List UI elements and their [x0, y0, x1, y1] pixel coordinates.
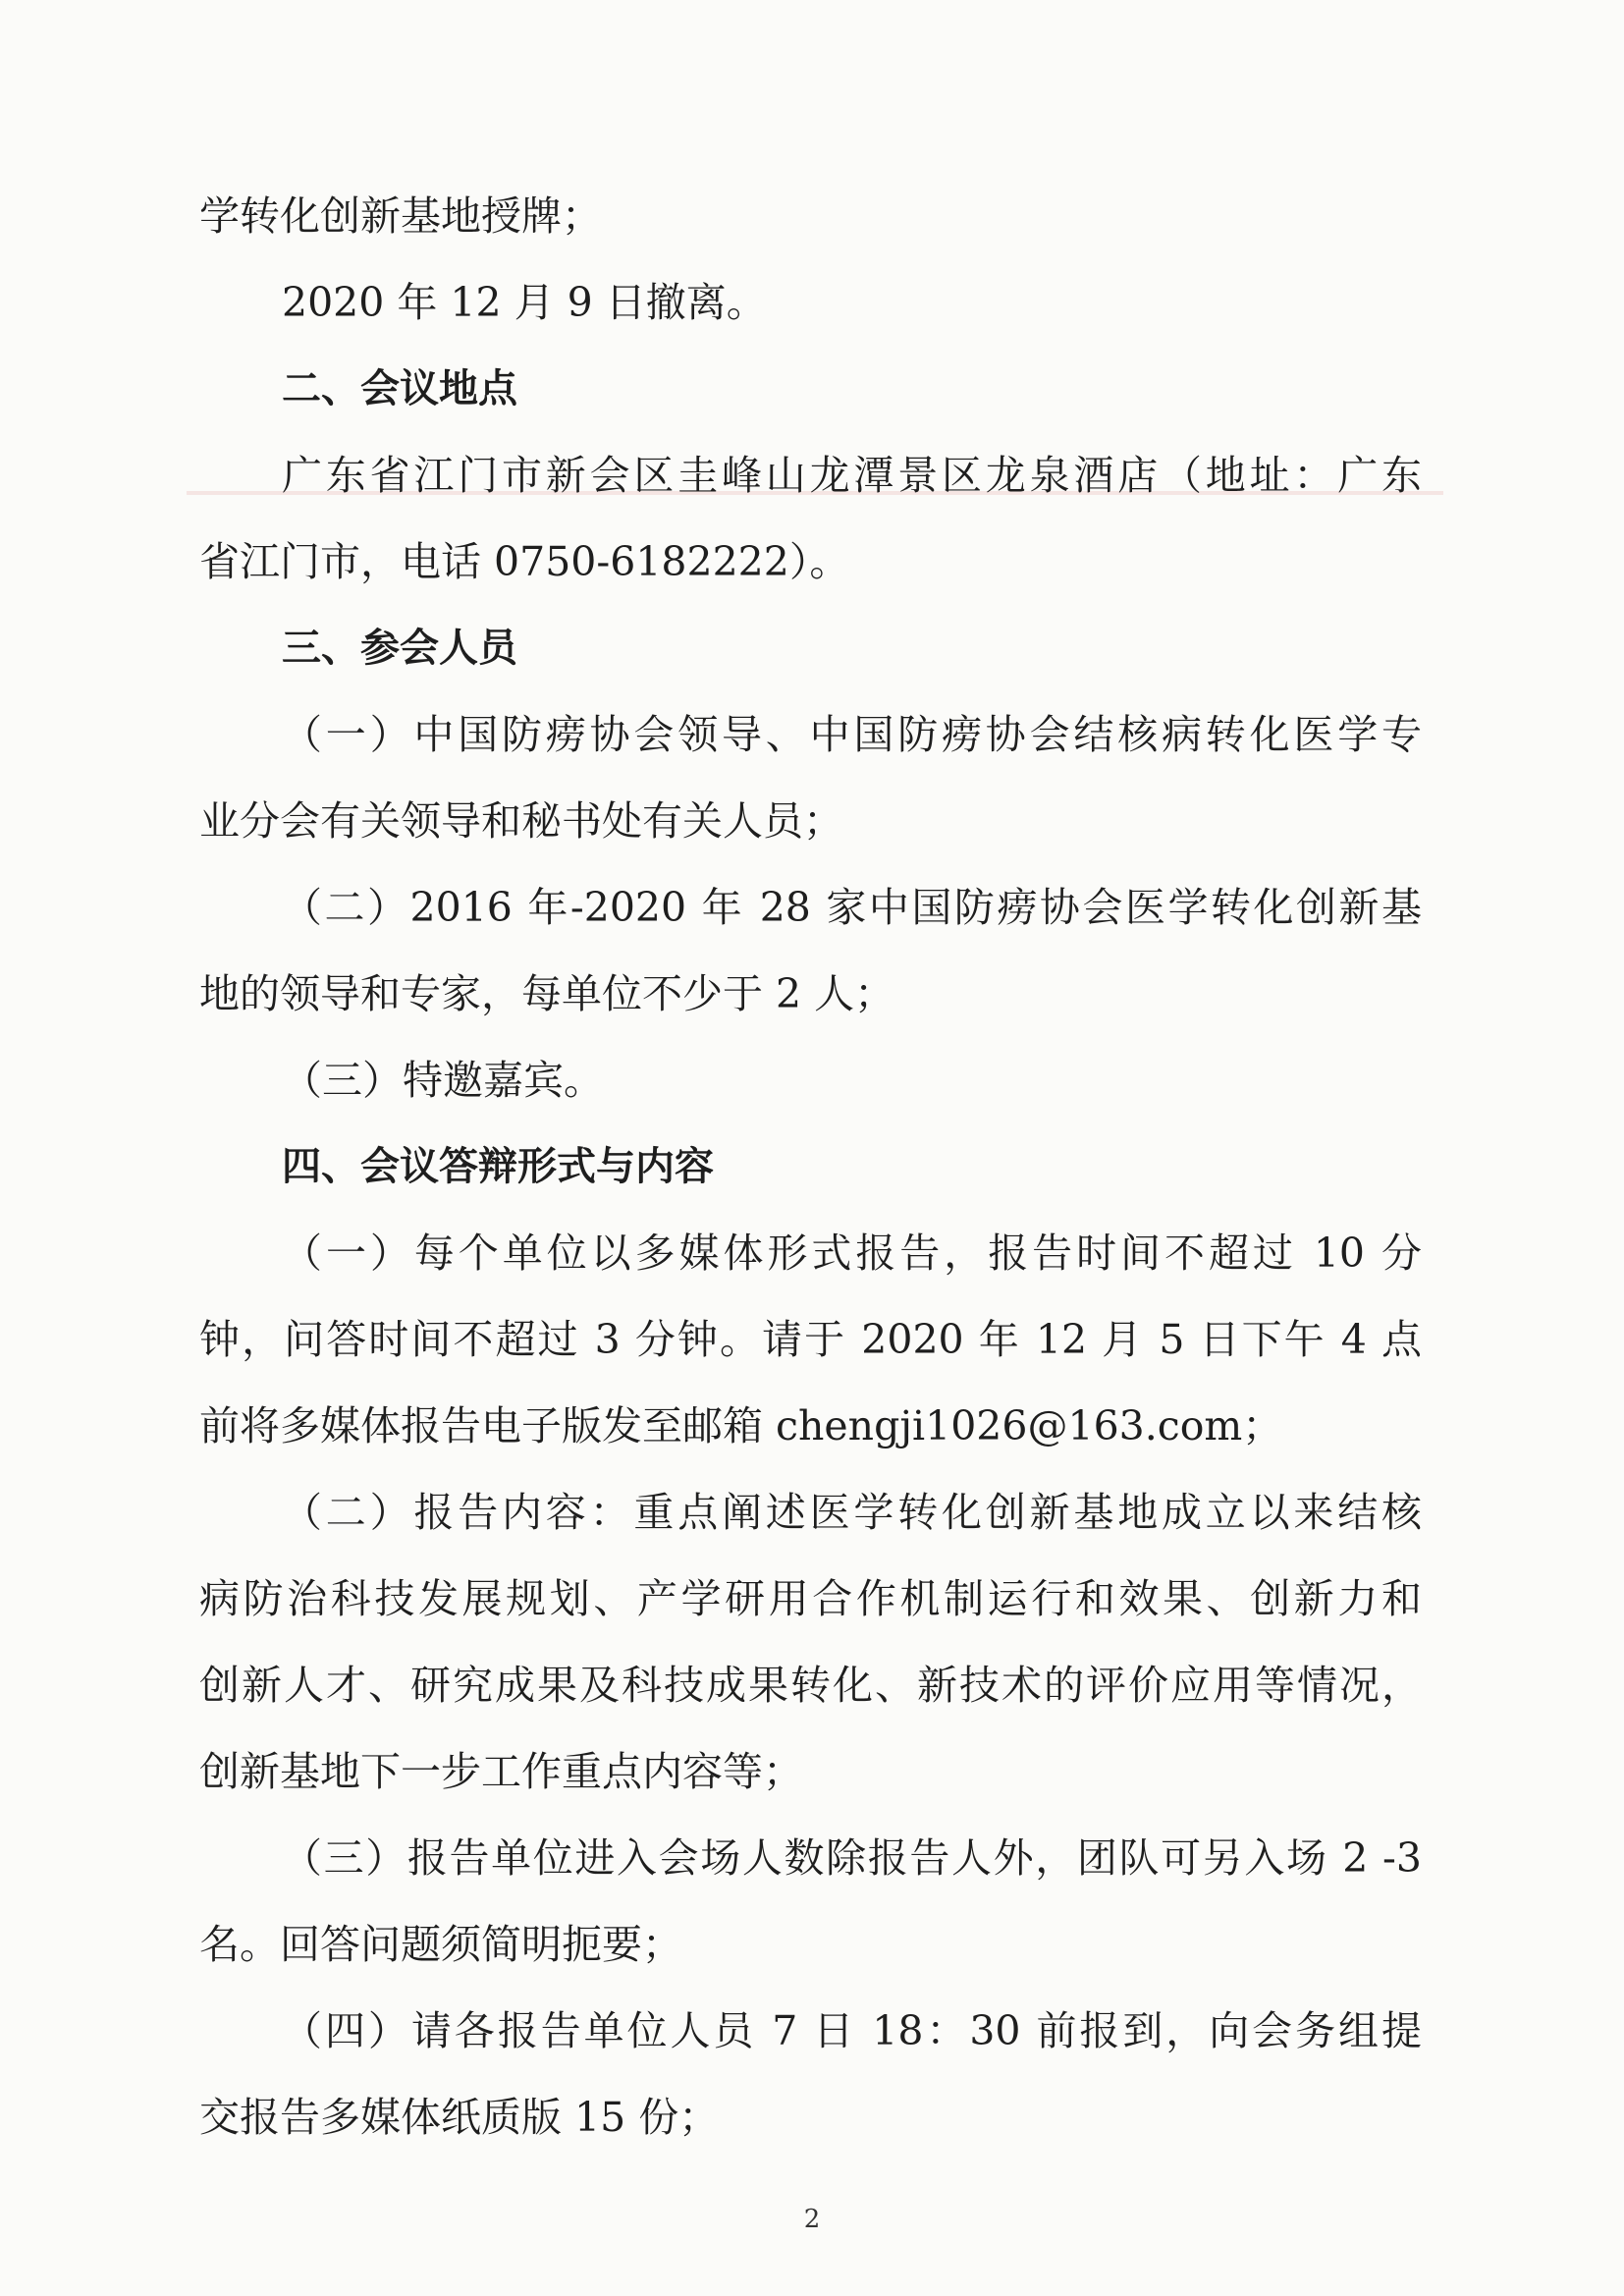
attendees-item-3: （三）特邀嘉宾。 [282, 1057, 604, 1104]
format-item-4-line-2: 交报告多媒体纸质版 15 份； [199, 2094, 720, 2141]
section-heading-venue: 二、会议地点 [282, 366, 517, 411]
format-item-2-line-2: 病防治科技发展规划、产学研用合作机制运行和效果、创新力和 [199, 1575, 1422, 1622]
format-item-1-line-1: （一）每个单位以多媒体形式报告，报告时间不超过 10 分 [282, 1230, 1422, 1277]
paragraph-continuation: 学转化创新基地授牌； [199, 192, 602, 240]
section-heading-attendees: 三、参会人员 [282, 626, 517, 671]
format-item-1-line-2: 钟，问答时间不超过 3 分钟。请于 2020 年 12 月 5 日下午 4 点 [199, 1316, 1422, 1363]
format-item-2-line-1: （二）报告内容：重点阐述医学转化创新基地成立以来结核 [282, 1489, 1422, 1536]
venue-line-1: 广东省江门市新会区圭峰山龙潭景区龙泉酒店（地址：广东 [282, 452, 1422, 499]
section-heading-format: 四、会议答辩形式与内容 [282, 1144, 714, 1189]
attendees-item-1-line-1: （一）中国防痨协会领导、中国防痨协会结核病转化医学专 [282, 711, 1422, 758]
format-item-3-line-2: 名。回答问题须简明扼要； [199, 1921, 682, 1968]
attendees-item-2-line-2: 地的领导和专家，每单位不少于 2 人； [199, 970, 895, 1017]
format-item-2-line-4: 创新基地下一步工作重点内容等； [199, 1748, 803, 1795]
format-item-1-line-3: 前将多媒体报告电子版发至邮箱 chengji1026@163.com； [199, 1402, 1283, 1449]
format-item-4-line-1: （四）请各报告单位人员 7 日 18：30 前报到，向会务组提 [282, 2007, 1422, 2054]
paragraph-departure: 2020 年 12 月 9 日撤离。 [282, 279, 767, 326]
attendees-item-2-line-1: （二）2016 年-2020 年 28 家中国防痨协会医学转化创新基 [282, 884, 1422, 931]
page-number: 2 [803, 2205, 821, 2234]
format-item-2-line-3: 创新人才、研究成果及科技成果转化、新技术的评价应用等情况， [199, 1662, 1422, 1709]
format-item-3-line-1: （三）报告单位进入会场人数除报告人外，团队可另入场 2 -3 [282, 1834, 1422, 1882]
attendees-item-1-line-2: 业分会有关领导和秘书处有关人员； [199, 797, 843, 845]
venue-line-2: 省江门市，电话 0750-6182222）。 [199, 538, 850, 585]
